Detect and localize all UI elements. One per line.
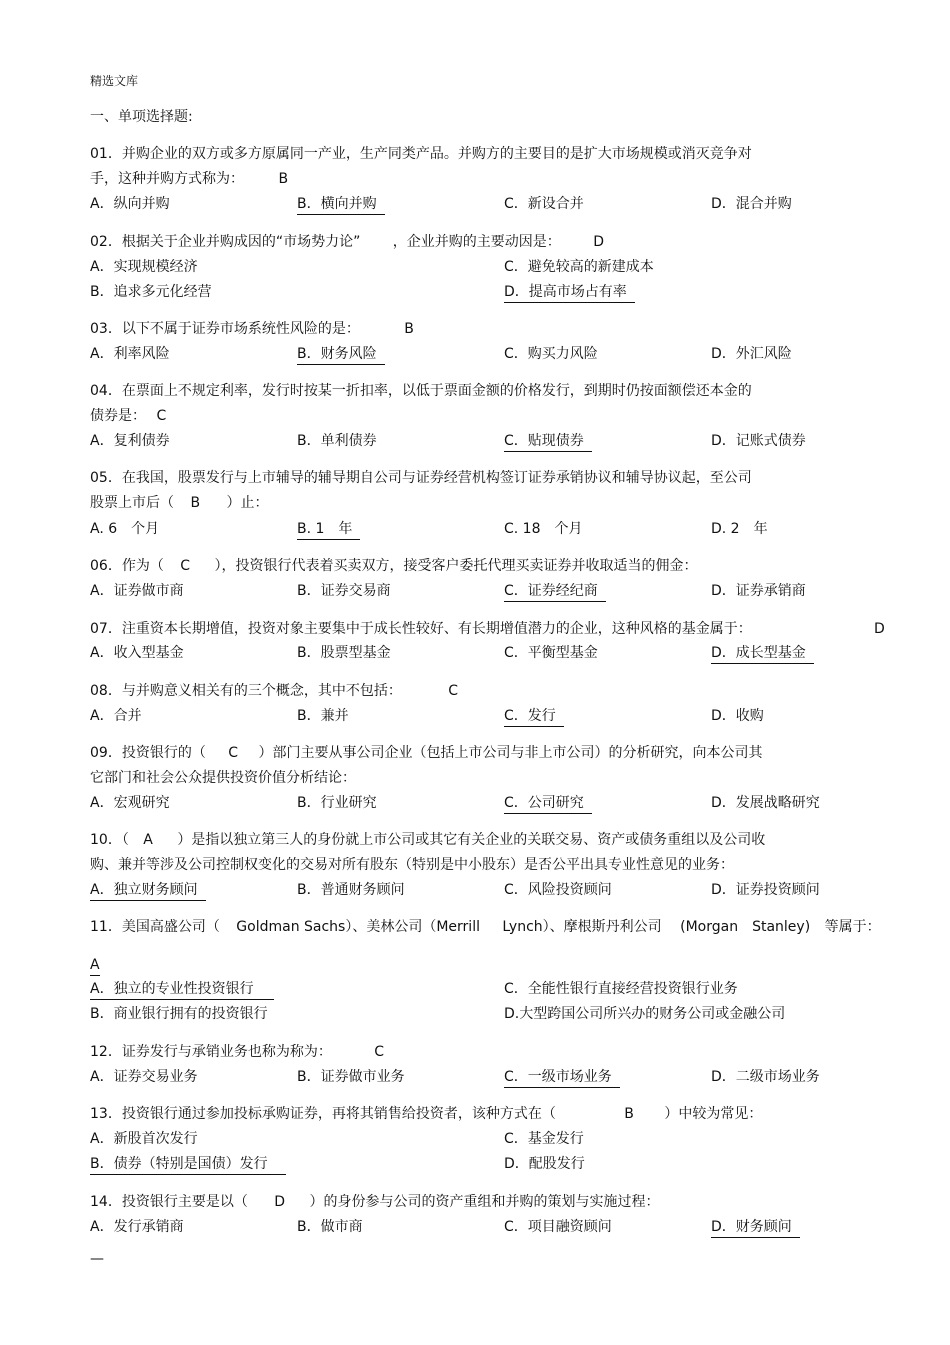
question-text-cont: ）中较为常见： bbox=[664, 1106, 763, 1122]
question-text-line1 bbox=[90, 831, 765, 849]
option-b: B．商业银行拥有的投资银行 bbox=[90, 1006, 268, 1022]
answer-mark: C bbox=[374, 1044, 385, 1060]
option-b: B．做市商 bbox=[297, 1219, 363, 1235]
option-a-correct: A．独立财务顾问 bbox=[90, 881, 206, 901]
footer-mark: — bbox=[90, 1251, 104, 1267]
answer-mark: B bbox=[190, 495, 201, 511]
question-text-cont: ，企业并购的主要动因是： bbox=[392, 234, 561, 250]
option-b-correct: B．债券（特别是国债）发行 bbox=[90, 1155, 286, 1175]
option-a: A. 6 个月 bbox=[90, 521, 160, 537]
option-a: A．纵向并购 bbox=[90, 196, 170, 212]
option-d: D．记账式债券 bbox=[711, 433, 806, 449]
question-text-cont: 等属于： bbox=[824, 919, 881, 935]
option-b: B．兼并 bbox=[297, 708, 349, 724]
option-a: A．宏观研究 bbox=[90, 795, 170, 811]
option-b-correct: B. 1 年 bbox=[297, 520, 360, 540]
option-a: A．复利债券 bbox=[90, 433, 170, 449]
option-b: B．行业研究 bbox=[297, 795, 377, 811]
option-b: B．证券做市业务 bbox=[297, 1069, 405, 1085]
question-text-line1 bbox=[90, 320, 414, 338]
question-text-line1 bbox=[90, 1105, 762, 1123]
option-b: B．普通财务顾问 bbox=[297, 882, 405, 898]
question-text: 10．（ bbox=[90, 832, 129, 848]
option-c: C. 18 个月 bbox=[504, 521, 583, 537]
answer-mark: A bbox=[90, 956, 100, 976]
option-d-correct: D．财务顾问 bbox=[711, 1218, 800, 1238]
question-text: 09．投资银行的（ bbox=[90, 745, 206, 761]
question-text: 12．证券发行与承销业务也称为称为： bbox=[90, 1044, 332, 1060]
question-text: 14．投资银行主要是以（ bbox=[90, 1194, 248, 1210]
question-text: 06．作为（ bbox=[90, 558, 164, 574]
section-title: 一、单项选择题: bbox=[90, 109, 193, 125]
question-text-cont: ）是指以独立第三人的身份就上市公司或其它有关企业的关联交易、资产或债务重组以及公司收 bbox=[177, 832, 766, 848]
question-text: 04．在票面上不规定利率，发行时按某一折扣率，以低于票面金额的价格发行，到期时仍按面额偿还本金的 bbox=[90, 383, 752, 399]
option-d: D．证券投资顾问 bbox=[711, 882, 820, 898]
option-c: C．全能性银行直接经营投资银行业务 bbox=[504, 981, 738, 997]
question-text: 手，这种并购方式称为： bbox=[90, 171, 244, 187]
option-a: A．利率风险 bbox=[90, 346, 170, 362]
option-a: A．实现规模经济 bbox=[90, 259, 198, 275]
option-d-correct: D．成长型基金 bbox=[711, 644, 814, 664]
answer-mark: B bbox=[624, 1106, 634, 1122]
option-d: D．混合并购 bbox=[711, 196, 792, 212]
answer-mark: C bbox=[228, 745, 239, 761]
answer-mark: A bbox=[143, 832, 153, 848]
question-text: 11．美国高盛公司（ bbox=[90, 919, 220, 935]
option-c-correct: C．证券经纪商 bbox=[504, 582, 606, 602]
option-a: A．新股首次发行 bbox=[90, 1131, 198, 1147]
question-text-line1 bbox=[90, 918, 881, 936]
option-a: A．证券做市商 bbox=[90, 583, 184, 599]
question-text: 02．根据关于企业并购成因的“市场势力论” bbox=[90, 234, 361, 250]
question-text-line1 bbox=[90, 233, 604, 251]
option-c: C．避免较高的新建成本 bbox=[504, 259, 654, 275]
option-c-correct: C．一级市场业务 bbox=[504, 1068, 620, 1088]
option-d: D.大型跨国公司所兴办的财务公司或金融公司 bbox=[504, 1006, 786, 1022]
question-text-line1 bbox=[90, 682, 458, 700]
option-b: B．证券交易商 bbox=[297, 583, 391, 599]
answer-mark: C bbox=[180, 558, 191, 574]
question-text: 债券是： bbox=[90, 408, 146, 424]
question-text-line1 bbox=[90, 1043, 384, 1061]
question-text-cont: ）部门主要从事公司企业（包括上市公司与非上市公司）的分析研究，向本公司其 bbox=[258, 745, 763, 761]
option-d: D．配股发行 bbox=[504, 1156, 585, 1172]
option-d: D．证券承销商 bbox=[711, 583, 806, 599]
answer-mark: C bbox=[448, 683, 459, 699]
answer-mark: B bbox=[278, 171, 289, 187]
answer-mark: D bbox=[874, 621, 885, 637]
option-c-correct: C．贴现债券 bbox=[504, 432, 592, 452]
question-text-line1 bbox=[90, 1193, 660, 1211]
option-b: B．股票型基金 bbox=[297, 645, 391, 661]
question-text: 03．以下不属于证券市场系统性风险的是： bbox=[90, 321, 360, 337]
option-d: D．二级市场业务 bbox=[711, 1069, 820, 1085]
option-a-correct: A．独立的专业性投资银行 bbox=[90, 980, 274, 1000]
question-text-line1 bbox=[90, 744, 763, 762]
option-d: D．收购 bbox=[711, 708, 764, 724]
option-d-correct: D．提高市场占有率 bbox=[504, 283, 635, 303]
question-text: 13．投资银行通过参加投标承购证券，再将其销售给投资者，该种方式在（ bbox=[90, 1106, 556, 1122]
question-text-cont: Goldman Sachs）、美林公司（Merrill bbox=[236, 919, 480, 935]
question-text-line2 bbox=[90, 494, 269, 512]
option-c: C．项目融资顾问 bbox=[504, 1219, 612, 1235]
header-text: 精选文库 bbox=[90, 74, 139, 88]
question-text: 08．与并购意义相关有的三个概念，其中不包括： bbox=[90, 683, 402, 699]
question-text-cont: ），投资银行代表着买卖双方，接受客户委托代理买卖证券并收取适当的佣金： bbox=[214, 558, 698, 574]
answer-mark: B bbox=[404, 321, 414, 337]
option-d: D．外汇风险 bbox=[711, 346, 792, 362]
option-a: A．合并 bbox=[90, 708, 142, 724]
question-text: 01．并购企业的双方或多方原属同一产业，生产同类产品。并购方的主要目的是扩大市场规模或消灭竞争对 bbox=[90, 146, 752, 162]
answer-mark: D bbox=[274, 1194, 286, 1210]
question-text-line1 bbox=[90, 557, 698, 575]
answer-mark: C bbox=[156, 408, 167, 424]
option-c: C．风险投资顾问 bbox=[504, 882, 612, 898]
question-text: 07．注重资本长期增值，投资对象主要集中于成长性较好、有长期增值潜力的企业，这种风格的基金属于： bbox=[90, 621, 752, 637]
option-b-correct: B．横向并购 bbox=[297, 195, 385, 215]
option-b: B．追求多元化经营 bbox=[90, 284, 212, 300]
question-text-cont: ）的身份参与公司的资产重组和并购的策划与实施过程： bbox=[309, 1194, 660, 1210]
option-a: A．收入型基金 bbox=[90, 645, 184, 661]
option-c: C．新设合并 bbox=[504, 196, 584, 212]
option-d: D．发展战略研究 bbox=[711, 795, 820, 811]
option-c-correct: C．发行 bbox=[504, 707, 564, 727]
question-text-cont: (Morgan Stanley) bbox=[680, 919, 811, 935]
option-b-correct: B．财务风险 bbox=[297, 345, 385, 365]
question-text: 购、兼并等涉及公司控制权变化的交易对所有股东（特别是中小股东）是否公平出具专业性意见的业务： bbox=[90, 857, 734, 873]
question-text-cont: ）止： bbox=[226, 495, 269, 511]
question-text-line2 bbox=[90, 170, 288, 188]
question-text-line2 bbox=[90, 407, 166, 425]
question-text-cont: Lynch）、摩根斯丹利公司 bbox=[502, 919, 662, 935]
option-a: A．发行承销商 bbox=[90, 1219, 184, 1235]
option-a: A．证券交易业务 bbox=[90, 1069, 198, 1085]
option-c: C．平衡型基金 bbox=[504, 645, 598, 661]
option-c-correct: C．公司研究 bbox=[504, 794, 592, 814]
option-c: C．购买力风险 bbox=[504, 346, 598, 362]
option-b: B．单利债券 bbox=[297, 433, 377, 449]
question-text: 股票上市后（ bbox=[90, 495, 174, 511]
option-c: C．基金发行 bbox=[504, 1131, 584, 1147]
option-d: D. 2 年 bbox=[711, 521, 768, 537]
answer-mark: D bbox=[593, 234, 605, 250]
question-text: 它部门和社会公众提供投资价值分析结论： bbox=[90, 770, 356, 786]
question-text: 05．在我国，股票发行与上市辅导的辅导期自公司与证券经营机构签订证券承销协议和辅导协议起，至公司 bbox=[90, 470, 752, 486]
